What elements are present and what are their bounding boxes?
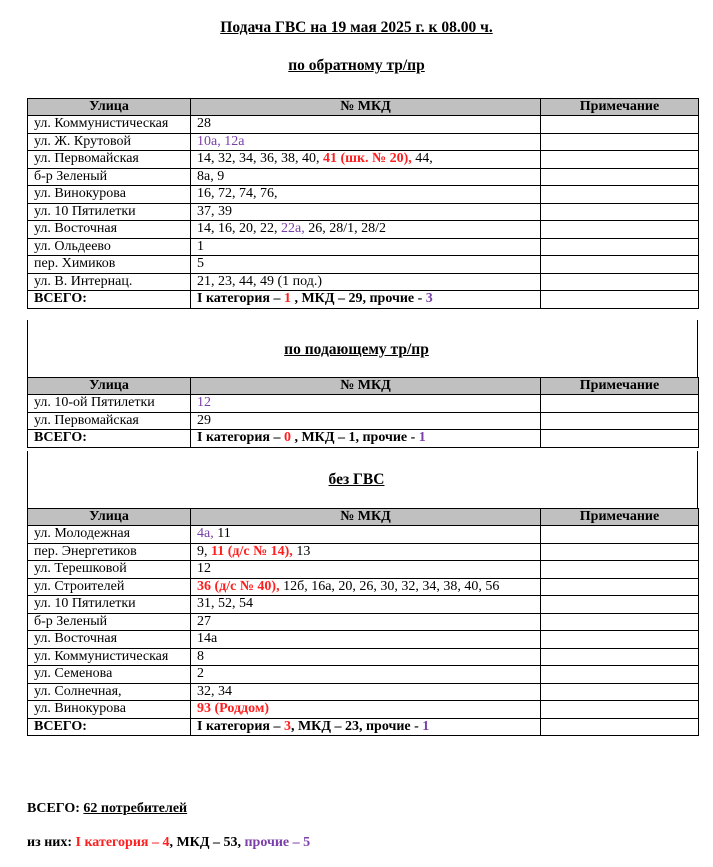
header-mkd: № МКД: [191, 509, 541, 526]
text-fragment: 29: [197, 412, 211, 428]
mkd-cell: [191, 666, 541, 684]
text-fragment: 10а, 12а: [197, 133, 245, 149]
mkd-cell: [191, 613, 541, 631]
note-cell: [541, 238, 699, 256]
total-row: [28, 718, 699, 736]
table-row: [28, 648, 699, 666]
mkd-cell: [191, 701, 541, 719]
note-cell: [541, 186, 699, 204]
text-fragment: 28: [197, 116, 211, 131]
note-cell: [541, 631, 699, 649]
street-cell: пер. Энергетиков: [28, 543, 191, 561]
mkd-cell: [191, 116, 541, 134]
table-row: [28, 273, 699, 291]
street-cell: ул. Винокурова: [28, 701, 191, 719]
table-row: [28, 168, 699, 186]
total-row: [28, 430, 699, 448]
section-title-no-hot-water: без ГВС: [328, 471, 385, 488]
text-fragment: 11: [213, 526, 231, 541]
street-cell: ул. Ольдеево: [28, 238, 191, 256]
summary-total-label: ВСЕГО:: [27, 801, 80, 816]
text-fragment: I категория –: [197, 430, 284, 445]
mkd-cell: [191, 561, 541, 579]
table-row: [28, 186, 699, 204]
header-note: Примечание: [541, 378, 699, 395]
mkd-cell: [191, 203, 541, 221]
total-label: ВСЕГО:: [28, 718, 191, 736]
text-fragment: 4а,: [197, 526, 214, 541]
street-cell: ул. Винокурова: [28, 186, 191, 204]
text-fragment: 14, 32, 34, 36, 38, 40,: [197, 151, 323, 166]
total-value: [191, 430, 541, 448]
note-cell: [541, 256, 699, 274]
street-cell: ул. Семенова: [28, 666, 191, 684]
note-cell: [541, 596, 699, 614]
mkd-cell: [191, 186, 541, 204]
table-row: [28, 526, 699, 544]
text-fragment: 12: [197, 395, 211, 410]
mkd-cell: [191, 168, 541, 186]
mkd-cell: [191, 412, 541, 430]
summary-breakdown-values: [76, 835, 311, 850]
table-row: [28, 395, 699, 413]
note-cell: [541, 683, 699, 701]
section-divider: [27, 320, 698, 378]
street-cell: ул. 10-ой Пятилетки: [28, 395, 191, 413]
street-cell: ул. Восточная: [28, 631, 191, 649]
total-label: ВСЕГО:: [28, 291, 191, 309]
text-fragment: I категория –: [197, 291, 284, 306]
note-cell: [541, 168, 699, 186]
text-fragment: 14, 16, 20, 22,: [197, 221, 281, 236]
street-cell: ул. Терешковой: [28, 561, 191, 579]
note-cell: [541, 430, 699, 448]
mkd-cell: [191, 256, 541, 274]
text-fragment: 16, 72, 74, 76,: [197, 186, 278, 201]
mkd-cell: [191, 151, 541, 169]
note-cell: [541, 578, 699, 596]
street-cell: ул. В. Интернац.: [28, 273, 191, 291]
table-row: [28, 543, 699, 561]
table-row: [28, 133, 699, 151]
table-return-pipe: [27, 98, 699, 309]
table-header-row: [28, 99, 699, 116]
street-cell: ул. Ж. Крутовой: [28, 133, 191, 151]
text-fragment: 13: [292, 543, 311, 559]
text-fragment: , МКД – 53,: [169, 835, 245, 850]
summary-breakdown-prefix: из них:: [27, 835, 76, 850]
text-fragment: 1: [283, 291, 291, 306]
total-value: [191, 718, 541, 736]
total-label: ВСЕГО:: [28, 430, 191, 448]
table-supply-pipe: [27, 377, 699, 448]
table-body: [28, 116, 699, 309]
note-cell: [541, 412, 699, 430]
note-cell: [541, 561, 699, 579]
mkd-cell: [191, 578, 541, 596]
street-cell: ул. Молодежная: [28, 526, 191, 544]
header-note: Примечание: [541, 509, 699, 526]
text-fragment: 27: [197, 613, 211, 629]
mkd-cell: [191, 543, 541, 561]
table-row: [28, 116, 699, 134]
street-cell: ул. Первомайская: [28, 412, 191, 430]
mkd-cell: [191, 273, 541, 291]
note-cell: [541, 666, 699, 684]
total-row: [28, 291, 699, 309]
header-mkd: № МКД: [191, 99, 541, 116]
text-fragment: 12: [197, 561, 211, 576]
street-cell: ул. Коммунистическая: [28, 648, 191, 666]
text-fragment: , МКД – 29, прочие -: [290, 291, 426, 306]
text-fragment: 5: [197, 256, 204, 271]
note-cell: [541, 116, 699, 134]
table-row: [28, 256, 699, 274]
text-fragment: 11 (д/с № 14),: [211, 543, 293, 559]
street-cell: ул. 10 Пятилетки: [28, 596, 191, 614]
section-title-supply: по подающему тр/пр: [284, 341, 429, 358]
street-cell: ул. Первомайская: [28, 151, 191, 169]
text-fragment: 21, 23, 44, 49 (1 под.): [197, 273, 323, 289]
header-mkd: № МКД: [191, 378, 541, 395]
mkd-cell: [191, 238, 541, 256]
text-fragment: 14а: [197, 631, 218, 646]
note-cell: [541, 613, 699, 631]
mkd-cell: [191, 683, 541, 701]
mkd-cell: [191, 395, 541, 413]
text-fragment: 2: [197, 666, 204, 681]
street-cell: ул. Коммунистическая: [28, 116, 191, 134]
text-fragment: 22а,: [281, 221, 305, 236]
note-cell: [541, 526, 699, 544]
text-fragment: 1: [422, 718, 430, 734]
table-body: [28, 395, 699, 448]
summary-total-value: 62 потребителей: [83, 801, 188, 816]
text-fragment: I категория –: [197, 718, 284, 734]
note-cell: [541, 273, 699, 291]
summary-total: [27, 801, 187, 817]
text-fragment: 12б, 16а, 20, 26, 30, 32, 34, 38, 40, 56: [279, 578, 500, 594]
text-fragment: , МКД – 23, прочие -: [290, 718, 423, 734]
table-row: [28, 238, 699, 256]
text-fragment: , МКД – 1, прочие -: [290, 430, 419, 445]
table-body: [28, 526, 699, 736]
text-fragment: 9,: [197, 543, 211, 559]
total-value: [191, 291, 541, 309]
text-fragment: 8: [197, 648, 204, 664]
mkd-cell: [191, 526, 541, 544]
table-row: [28, 412, 699, 430]
table-row: [28, 596, 699, 614]
text-fragment: 3: [283, 718, 291, 734]
text-fragment: 41 (шк. № 20),: [323, 151, 412, 166]
mkd-cell: [191, 631, 541, 649]
table-row: [28, 683, 699, 701]
note-cell: [541, 133, 699, 151]
table-row: [28, 221, 699, 239]
street-cell: ул. Солнечная,: [28, 683, 191, 701]
table-row: [28, 701, 699, 719]
table-row: [28, 578, 699, 596]
note-cell: [541, 203, 699, 221]
note-cell: [541, 151, 699, 169]
text-fragment: 8а, 9: [197, 168, 225, 184]
table-row: [28, 666, 699, 684]
text-fragment: 32, 34: [197, 683, 232, 699]
table-no-hot-water: [27, 508, 699, 736]
street-cell: ул. Восточная: [28, 221, 191, 239]
table-row: [28, 631, 699, 649]
table-header-row: [28, 378, 699, 395]
note-cell: [541, 648, 699, 666]
text-fragment: 0: [283, 430, 291, 445]
text-fragment: прочие – 5: [244, 835, 311, 850]
street-cell: пер. Химиков: [28, 256, 191, 274]
table-row: [28, 151, 699, 169]
note-cell: [541, 221, 699, 239]
text-fragment: 44,: [411, 151, 433, 166]
text-fragment: 26, 28/1, 28/2: [304, 221, 386, 236]
header-note: Примечание: [541, 99, 699, 116]
text-fragment: 37, 39: [197, 203, 232, 219]
header-street: Улица: [28, 99, 191, 116]
mkd-cell: [191, 221, 541, 239]
note-cell: [541, 291, 699, 309]
page-title: Подача ГВС на 19 мая 2025 г. к 08.00 ч.: [220, 19, 493, 36]
header-street: Улица: [28, 509, 191, 526]
header-street: Улица: [28, 378, 191, 395]
text-fragment: 31, 52, 54: [197, 596, 253, 611]
table-row: [28, 203, 699, 221]
street-cell: ул. 10 Пятилетки: [28, 203, 191, 221]
text-fragment: I категория – 4: [75, 835, 170, 850]
text-fragment: 93 (Роддом): [197, 701, 270, 716]
note-cell: [541, 543, 699, 561]
summary-breakdown: [27, 835, 310, 851]
street-cell: б-р Зеленый: [28, 168, 191, 186]
section-title-return: по обратному тр/пр: [288, 57, 425, 74]
street-cell: б-р Зеленый: [28, 613, 191, 631]
text-fragment: 1: [418, 430, 426, 445]
note-cell: [541, 701, 699, 719]
mkd-cell: [191, 133, 541, 151]
street-cell: ул. Строителей: [28, 578, 191, 596]
mkd-cell: [191, 648, 541, 666]
text-fragment: 1: [197, 238, 204, 254]
mkd-cell: [191, 596, 541, 614]
note-cell: [541, 395, 699, 413]
table-row: [28, 561, 699, 579]
note-cell: [541, 718, 699, 736]
text-fragment: 36 (д/с № 40),: [197, 578, 280, 594]
table-row: [28, 613, 699, 631]
table-header-row: [28, 509, 699, 526]
text-fragment: 3: [425, 291, 433, 306]
